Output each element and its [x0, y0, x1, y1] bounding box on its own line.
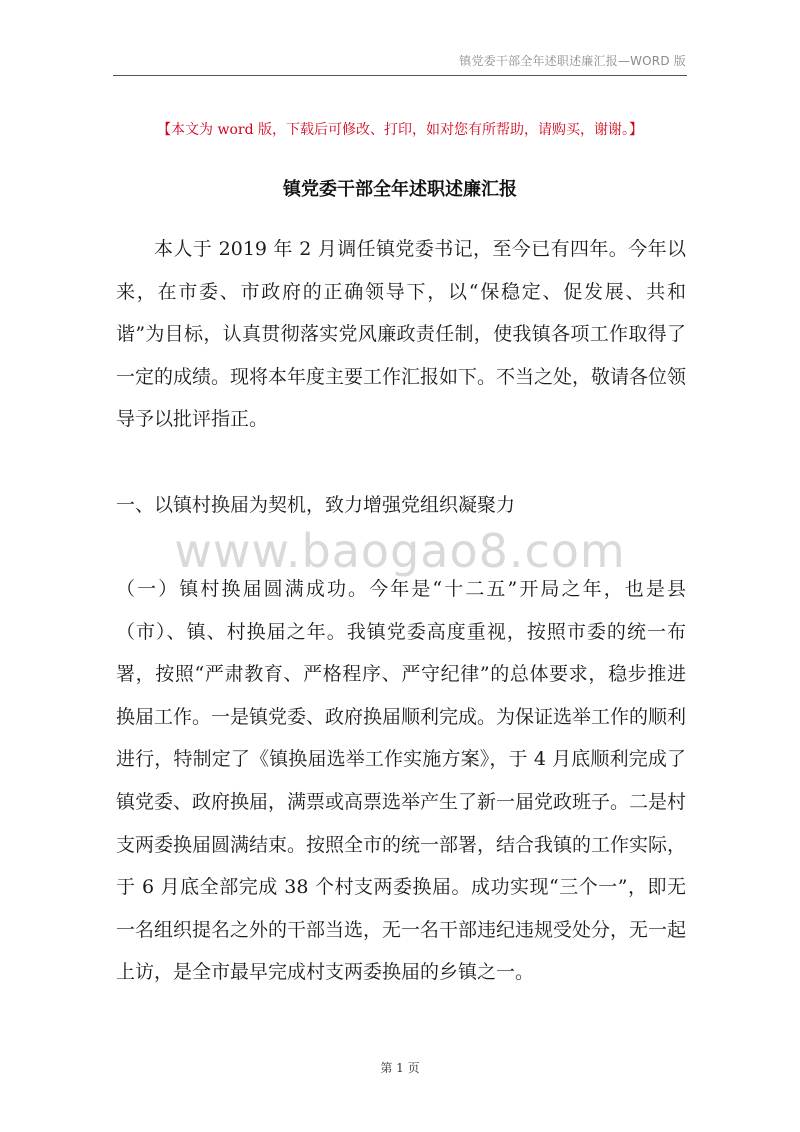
- intro-paragraph: 本人于 2019 年 2 月调任镇党委书记，至今已有四年。今年以来，在市委、市政府的正确领导下，以“保稳定、促发展、共和谐”为目标，认真贯彻落实党风廉政责任制，使我镇各项工作取得了一定的成绩。现将本年度主要工作汇报如下。不当之处，敬请各位领导予以批评指正。: [116, 238, 687, 431]
- document-title: 镇党委干部全年述职述廉汇报: [283, 179, 517, 200]
- site-watermark: www.baogao8.com: [174, 524, 626, 578]
- section-heading: 一、以镇村换届为契机，致力增强党组织凝聚力: [116, 494, 516, 516]
- page-number: 第 1 页: [380, 1061, 420, 1075]
- header-divider: [113, 75, 687, 76]
- subsection-paragraph: （一）镇村换届圆满成功。今年是“十二五”开局之年，也是县（市）、镇、村换届之年。我镇党委高度重视，按照市委的统一布署，按照“严肃教育、严格程序、严守纪律”的总体要求，稳步推进换届工作。一是镇党委、政府换届顺利完成。为保证选举工作的顺利进行，特制定了《镇换届选举工作实施方案》，于 4 月底顺利完成了镇党委、政府换届，满票或高票选举产生了新一届党政班子。二是村支两委换届圆满结束。按照全市的统一部署，结合我镇的工作实际，于 6 月底全部完成 38 个村支两委换届。成功实现“三个一”，即无一名组织提名之外的干部当选，无一名干部违纪违规受处分，无一起上访，是全市最早完成村支两委换届的乡镇之一。: [116, 578, 687, 984]
- running-header: 镇党委干部全年述职述廉汇报—WORD 版: [459, 54, 686, 68]
- purchase-notice: 【本文为 word 版，下载后可修改、打印，如对您有所帮助，请购买，谢谢。】: [157, 122, 643, 138]
